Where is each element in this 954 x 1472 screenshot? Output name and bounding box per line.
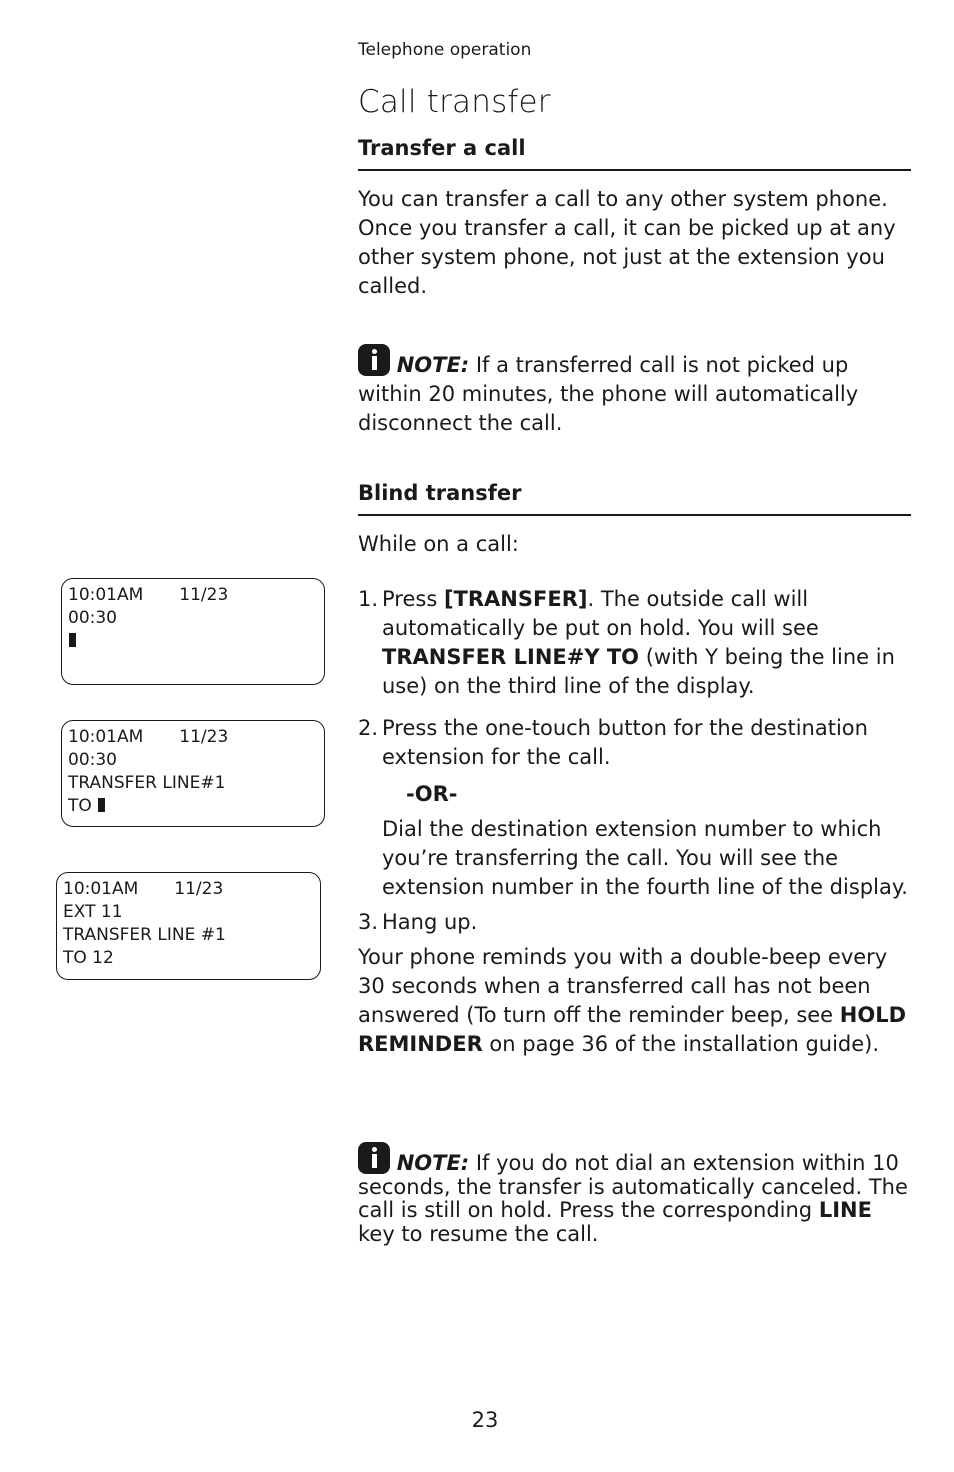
step-number: 1. <box>358 587 379 611</box>
step-2-alternative <box>358 815 914 902</box>
lcd-time: 10:01AM <box>68 727 144 747</box>
note-1 <box>358 344 914 438</box>
lcd-row-1 <box>63 878 320 901</box>
note-2 <box>358 1142 914 1246</box>
step-text: Dial the destination extension number to which you’re transferring the call. You will see the extension number in the fourth line of the display. <box>382 817 908 899</box>
step-1 <box>358 585 914 701</box>
lcd-row-2: EXT 11 <box>63 902 123 922</box>
lcd-row-1 <box>68 584 324 607</box>
note-text: If you do not dial an extension within 10 seconds, the transfer is automatically canceled. The call is still on hold. Press the corresponding <box>358 1151 908 1222</box>
blind-transfer-intro: While on a call: <box>358 532 519 556</box>
step-number: 3. <box>358 910 379 934</box>
info-icon <box>358 344 390 376</box>
lcd-row-4: TO 12 <box>63 948 114 968</box>
step-text: (with Y being the line in use) on the third line of the display. <box>382 645 895 698</box>
cursor-icon <box>98 798 105 812</box>
note-label: NOTE: <box>396 353 470 377</box>
heading-blind-transfer: Blind transfer <box>358 481 522 505</box>
or-separator: -OR- <box>406 782 458 806</box>
lcd-row-1 <box>68 726 324 749</box>
lcd-time: 10:01AM <box>63 879 139 899</box>
lcd-row-2: 00:30 <box>68 608 117 628</box>
step-number: 2. <box>358 716 379 740</box>
steps-list <box>358 585 914 1059</box>
info-icon <box>358 1142 390 1174</box>
lcd-row-3: TRANSFER LINE#1 <box>68 773 226 793</box>
heading-rule <box>358 514 911 516</box>
lcd-row-3 <box>68 630 324 653</box>
note-label: NOTE: <box>396 1151 470 1175</box>
display-text: TRANSFER LINE#Y TO <box>382 645 640 669</box>
page-number: 23 <box>471 1408 499 1432</box>
step-3 <box>358 908 914 937</box>
step-text: Press <box>382 587 444 611</box>
step-text: . The outside call will automatically be put on hold. You will see <box>382 587 819 640</box>
reminder-text: on page 36 of the installation guide). <box>482 1032 880 1056</box>
transfer-a-call-body: You can transfer a call to any other system phone. Once you transfer a call, it can be picked up at any other system phone, not just at the extension you called. <box>358 187 896 298</box>
key-transfer: [TRANSFER] <box>443 587 588 611</box>
hold-reminder-label: HOLD REMINDER <box>358 1003 907 1056</box>
lcd-display-2 <box>61 720 325 827</box>
lcd-date: 11/23 <box>174 879 224 899</box>
lcd-date: 11/23 <box>179 585 229 605</box>
lcd-row-2: 00:30 <box>68 750 117 770</box>
cursor-icon <box>69 633 76 647</box>
step-text: Hang up. <box>382 910 478 934</box>
reminder-paragraph <box>358 943 914 1059</box>
note-text: If a transferred call is not picked up within 20 minutes, the phone will automatically disconnect the call. <box>358 353 859 435</box>
line-key-label: LINE <box>818 1198 872 1222</box>
heading-transfer-a-call: Transfer a call <box>358 136 526 160</box>
section-label: Telephone operation <box>358 40 532 60</box>
step-text: Press the one-touch button for the destination extension for the call. <box>382 716 868 769</box>
lcd-display-1 <box>61 578 325 685</box>
lcd-time: 10:01AM <box>68 585 144 605</box>
page-title: Call transfer <box>358 84 551 120</box>
note-text: key to resume the call. <box>358 1221 599 1246</box>
lcd-row-3: TRANSFER LINE #1 <box>63 925 226 945</box>
lcd-display-3 <box>56 872 321 980</box>
lcd-text: TO <box>68 796 92 816</box>
lcd-date: 11/23 <box>179 727 229 747</box>
heading-rule <box>358 169 911 171</box>
step-2 <box>358 714 914 772</box>
lcd-row-4 <box>68 795 324 818</box>
reminder-text: Your phone reminds you with a double-beep every 30 seconds when a transferred call has not been answered (To turn off the reminder beep, see <box>358 945 888 1027</box>
